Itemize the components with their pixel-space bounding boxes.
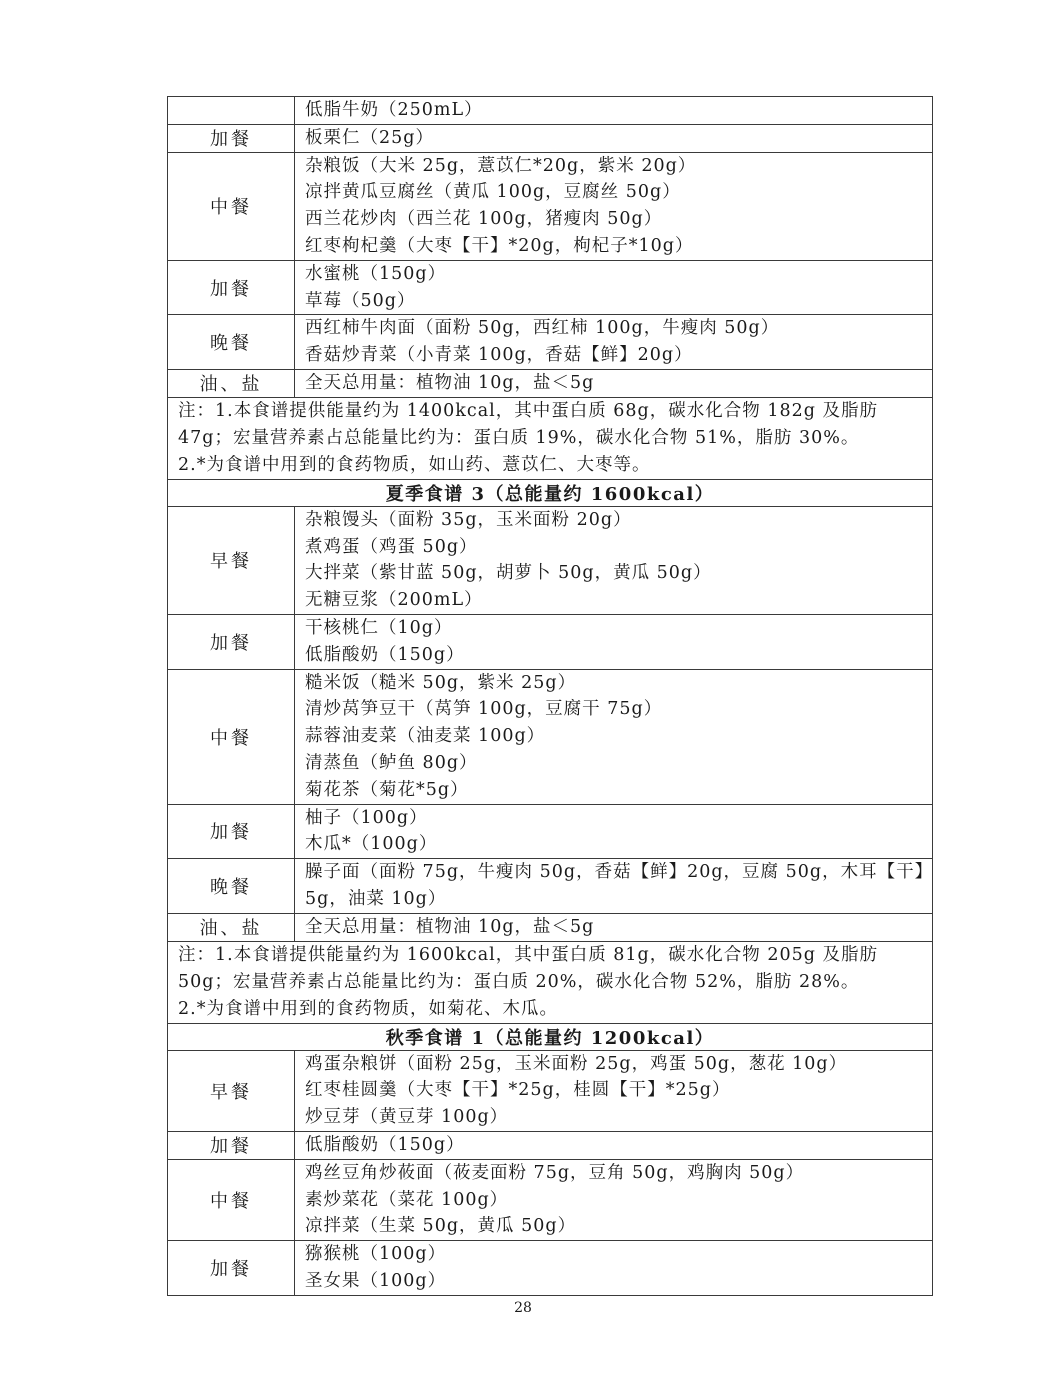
- meal-items: [295, 1159, 933, 1240]
- diet-menu-body: [168, 97, 933, 1296]
- meal-label: 加餐: [168, 804, 295, 859]
- meal-items: [295, 859, 933, 914]
- meal-label: 油、盐: [168, 913, 295, 941]
- meal-items: [295, 152, 933, 260]
- meal-item: 香菇炒青菜（小青菜 100g，香菇【鲜】20g）: [305, 345, 693, 366]
- meal-item: 凉拌黄瓜豆腐丝（黄瓜 100g，豆腐丝 50g）: [305, 182, 681, 203]
- menu-section-heading-row: [168, 479, 933, 506]
- meal-item: 全天总用量：植物油 10g，盐＜5g: [305, 916, 595, 937]
- meal-label: 加餐: [168, 260, 295, 315]
- menu-section-heading: 夏季食谱 3（总能量约 1600kcal）: [168, 479, 933, 506]
- meal-item: 西兰花炒肉（西兰花 100g，猪瘦肉 50g）: [305, 209, 663, 230]
- meal-items: [295, 1131, 933, 1159]
- meal-label: 中餐: [168, 1159, 295, 1240]
- menu-note-row: [168, 941, 933, 1023]
- meal-row: [168, 260, 933, 315]
- meal-row: [168, 614, 933, 669]
- meal-items: [295, 124, 933, 152]
- meal-item: 蒜蓉油麦菜（油麦菜 100g）: [305, 726, 546, 747]
- menu-note-line: 2.*为食谱中用到的食药物质，如山药、薏苡仁、大枣等。: [178, 454, 651, 475]
- menu-note: [168, 397, 933, 479]
- menu-section-heading-row: [168, 1023, 933, 1050]
- meal-item: 素炒菜花（菜花 100g）: [305, 1189, 509, 1210]
- meal-label: 加餐: [168, 1241, 295, 1296]
- meal-item: 低脂酸奶（150g）: [305, 1134, 465, 1155]
- meal-label: 油、盐: [168, 369, 295, 397]
- meal-items: [295, 614, 933, 669]
- meal-items: [295, 669, 933, 804]
- meal-item: 杂粮馒头（面粉 35g，玉米面粉 20g）: [305, 509, 632, 530]
- meal-row: [168, 315, 933, 370]
- meal-item: 水蜜桃（150g）: [305, 263, 447, 284]
- meal-row: [168, 506, 933, 614]
- meal-item: 低脂牛奶（250mL）: [305, 100, 483, 120]
- meal-item: 木瓜*（100g）: [305, 834, 438, 855]
- meal-item: 杂粮饭（大米 25g，薏苡仁*20g，紫米 20g）: [305, 155, 697, 176]
- meal-row: [168, 669, 933, 804]
- meal-item: 菊花茶（菊花*5g）: [305, 779, 469, 800]
- menu-note: [168, 941, 933, 1023]
- meal-label: [168, 97, 295, 125]
- meal-item: 清蒸鱼（鲈鱼 80g）: [305, 752, 478, 773]
- meal-label: 中餐: [168, 669, 295, 804]
- meal-label: 早餐: [168, 506, 295, 614]
- meal-label: 晚餐: [168, 315, 295, 370]
- meal-item: 猕猴桃（100g）: [305, 1244, 447, 1265]
- meal-item: 西红柿牛肉面（面粉 50g，西红柿 100g，牛瘦肉 50g）: [305, 318, 780, 339]
- meal-row: [168, 369, 933, 397]
- meal-item: 鸡蛋杂粮饼（面粉 25g，玉米面粉 25g，鸡蛋 50g，葱花 10g）: [305, 1053, 848, 1074]
- meal-label: 早餐: [168, 1050, 295, 1131]
- meal-row: [168, 1159, 933, 1240]
- meal-row: [168, 1050, 933, 1131]
- meal-item: 鸡丝豆角炒莜面（莜麦面粉 75g，豆角 50g，鸡胸肉 50g）: [305, 1162, 805, 1183]
- meal-item: 清炒莴笋豆干（莴笋 100g，豆腐干 75g）: [305, 699, 663, 720]
- meal-label: 加餐: [168, 124, 295, 152]
- meal-item: 圣女果（100g）: [305, 1270, 447, 1291]
- menu-note-line: 注：1.本食谱提供能量约为 1400kcal，其中蛋白质 68g，碳水化合物 182g 及脂肪 47g；宏量营养素占总能量比约为：蛋白质 19%，碳水化合物 51%，脂肪 30%。: [178, 400, 878, 448]
- diet-menu-table: [167, 96, 933, 1296]
- meal-items: [295, 804, 933, 859]
- meal-items: [295, 315, 933, 370]
- meal-item: 炒豆芽（黄豆芽 100g）: [305, 1107, 509, 1128]
- meal-items: [295, 260, 933, 315]
- meal-item: 红枣桂圆羹（大枣【干】*25g，桂圆【干】*25g）: [305, 1080, 731, 1101]
- meal-label: 加餐: [168, 614, 295, 669]
- meal-label: 加餐: [168, 1131, 295, 1159]
- meal-item: 低脂酸奶（150g）: [305, 644, 465, 665]
- meal-row: [168, 859, 933, 914]
- meal-row: [168, 124, 933, 152]
- meal-items: [295, 913, 933, 941]
- meal-row: [168, 913, 933, 941]
- menu-note-line: 注：1.本食谱提供能量约为 1600kcal，其中蛋白质 81g，碳水化合物 205g 及脂肪 50g；宏量营养素占总能量比约为：蛋白质 20%，碳水化合物 52%，脂肪 28%。: [178, 944, 878, 992]
- meal-item: 糙米饭（糙米 50g，紫米 25g）: [305, 672, 577, 693]
- meal-items: [295, 369, 933, 397]
- meal-items: [295, 97, 933, 125]
- menu-note-line: 2.*为食谱中用到的食药物质，如菊花、木瓜。: [178, 998, 558, 1019]
- meal-item: 柚子（100g）: [305, 807, 428, 828]
- meal-items: [295, 1050, 933, 1131]
- meal-label: 晚餐: [168, 859, 295, 914]
- meal-row: [168, 97, 933, 125]
- meal-item: 干核桃仁（10g）: [305, 617, 453, 638]
- page-number: 28: [514, 1300, 532, 1316]
- meal-item: 草莓（50g）: [305, 290, 416, 311]
- meal-item: 无糖豆浆（200mL）: [305, 590, 483, 611]
- meal-row: [168, 152, 933, 260]
- meal-item: 板栗仁（25g）: [305, 127, 434, 148]
- meal-item: 全天总用量：植物油 10g，盐＜5g: [305, 372, 595, 393]
- meal-items: [295, 506, 933, 614]
- meal-row: [168, 1131, 933, 1159]
- meal-item: 臊子面（面粉 75g，牛瘦肉 50g，香菇【鲜】20g，豆腐 50g，木耳【干】5g，油菜 10g）: [305, 862, 925, 909]
- menu-section-heading: 秋季食谱 1（总能量约 1200kcal）: [168, 1023, 933, 1050]
- meal-item: 大拌菜（紫甘蓝 50g，胡萝卜 50g，黄瓜 50g）: [305, 563, 712, 584]
- meal-items: [295, 1241, 933, 1296]
- meal-item: 凉拌菜（生菜 50g，黄瓜 50g）: [305, 1216, 577, 1237]
- meal-row: [168, 804, 933, 859]
- meal-label: 中餐: [168, 152, 295, 260]
- menu-note-row: [168, 397, 933, 479]
- meal-item: 煮鸡蛋（鸡蛋 50g）: [305, 536, 478, 557]
- meal-row: [168, 1241, 933, 1296]
- meal-item: 红枣枸杞羹（大枣【干】*20g，枸杞子*10g）: [305, 235, 694, 256]
